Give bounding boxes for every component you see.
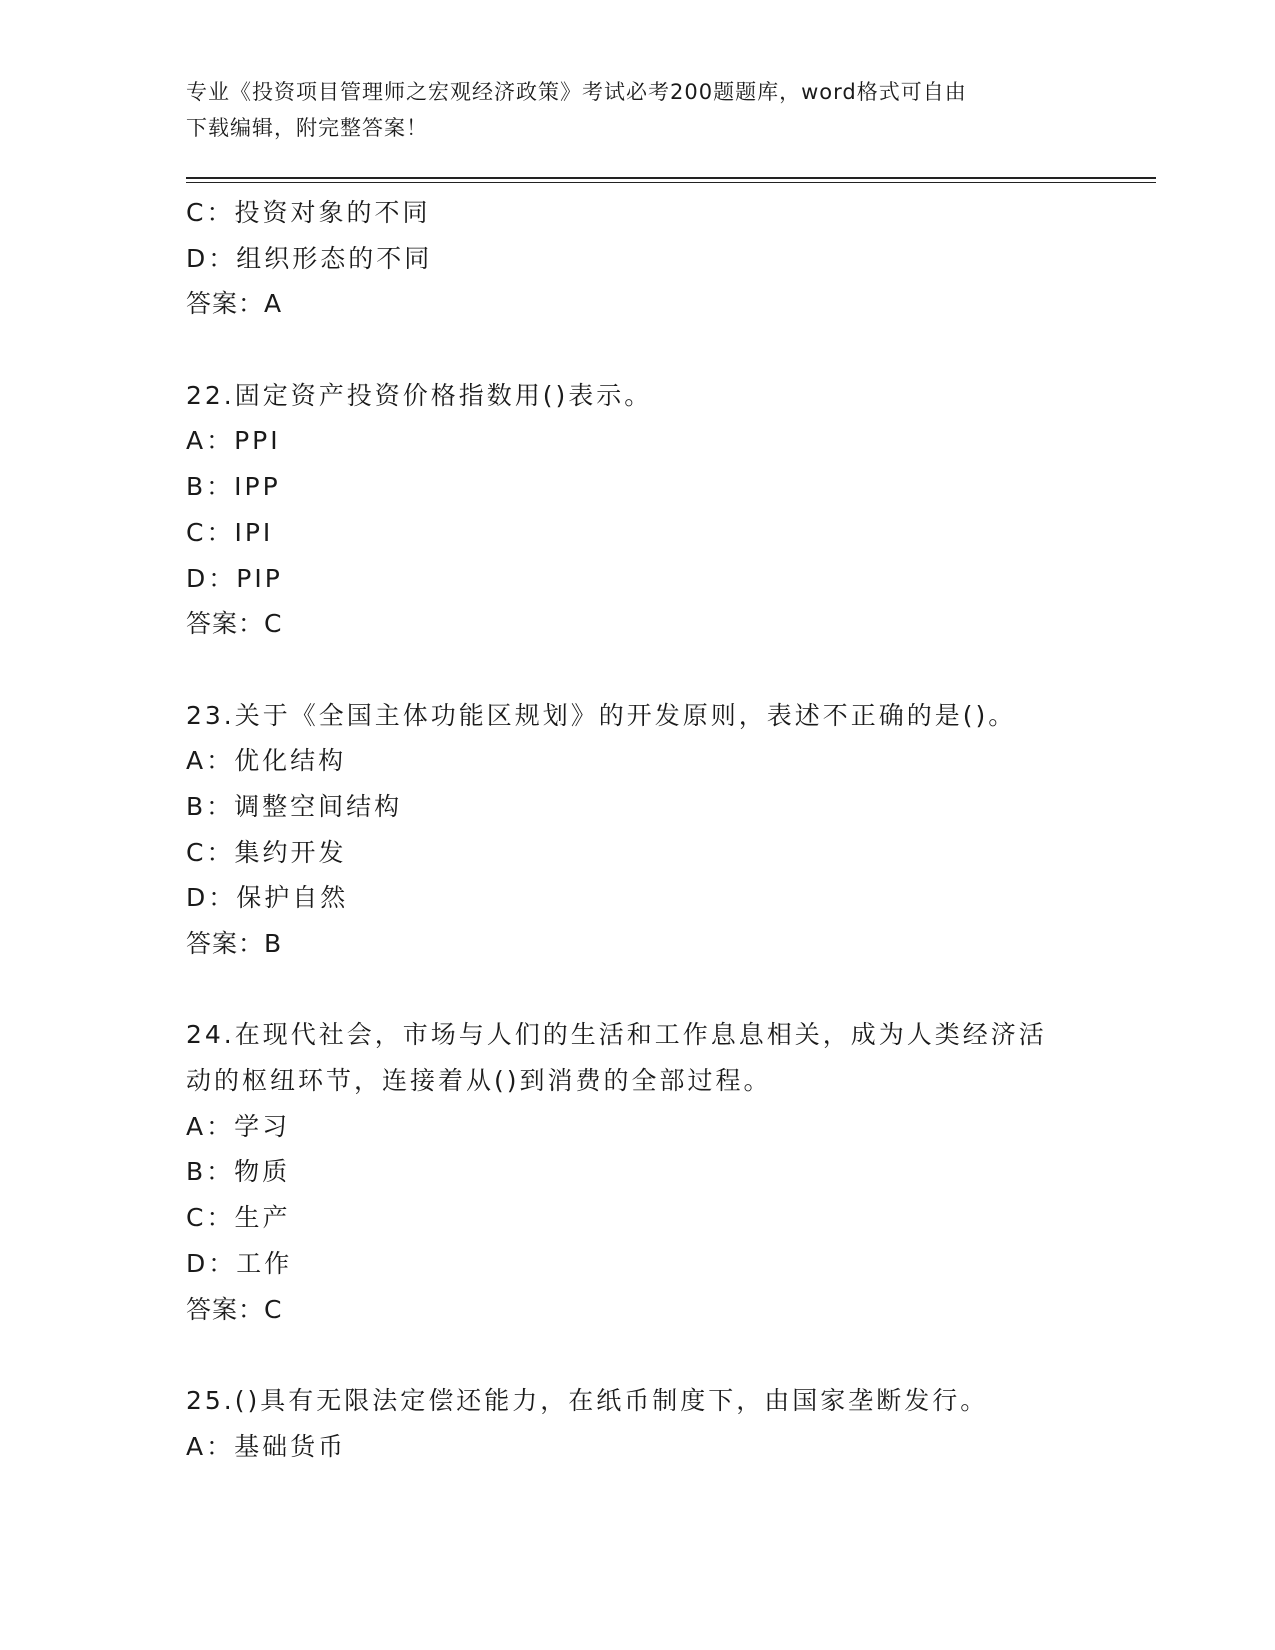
- option-b: B：调整空间结构: [186, 791, 403, 821]
- question-list: [186, 190, 1086, 1469]
- header-rule-thick: [186, 177, 1156, 179]
- question-text-line-1: 24.在现代社会，市场与人们的生活和工作息息相关，成为人类经济活: [186, 1020, 1047, 1050]
- question-text-line-2: 动的枢纽环节，连接着从()到消费的全部过程。: [186, 1066, 772, 1096]
- spacer: [186, 327, 1086, 373]
- option-b: B：IPP: [186, 472, 281, 502]
- question-text: 23.关于《全国主体功能区规划》的开发原则，表述不正确的是()。: [186, 700, 1017, 730]
- question-22: [186, 373, 1086, 647]
- option-d: D：PIP: [186, 563, 283, 593]
- header-rule-thin: [186, 182, 1156, 183]
- question-text: 25.()具有无限法定偿还能力，在纸币制度下，由国家垄断发行。: [186, 1385, 989, 1415]
- question-text: 22.固定资产投资价格指数用()表示。: [186, 380, 653, 410]
- option-a: A：PPI: [186, 426, 281, 456]
- option-c: C：生产: [186, 1203, 291, 1233]
- header-line-2: 下载编辑，附完整答案！: [186, 116, 428, 140]
- spacer: [186, 647, 1086, 693]
- option-a: A：学习: [186, 1111, 291, 1141]
- answer: 答案：A: [186, 289, 283, 319]
- answer: 答案：C: [186, 609, 283, 639]
- spacer: [186, 1332, 1086, 1378]
- option-d: D：组织形态的不同: [186, 243, 433, 273]
- question-25: [186, 1378, 1086, 1469]
- header-line-1: 专业《投资项目管理师之宏观经济政策》考试必考200题题库，word格式可自由: [186, 80, 967, 104]
- option-d: D：保护自然: [186, 883, 349, 913]
- document-header: [186, 74, 1086, 146]
- option-b: B：物质: [186, 1157, 291, 1187]
- option-c: C：集约开发: [186, 837, 347, 867]
- answer: 答案：B: [186, 929, 283, 958]
- spacer: [186, 967, 1086, 1013]
- option-a: A：基础货币: [186, 1431, 347, 1461]
- option-d: D：工作: [186, 1248, 293, 1278]
- answer: 答案：C: [186, 1294, 283, 1324]
- option-c: C：投资对象的不同: [186, 198, 431, 227]
- question-23: [186, 693, 1086, 967]
- option-a: A：优化结构: [186, 746, 347, 776]
- question-24: [186, 1012, 1086, 1332]
- question-21: [186, 190, 1086, 327]
- option-c: C：IPI: [186, 517, 274, 547]
